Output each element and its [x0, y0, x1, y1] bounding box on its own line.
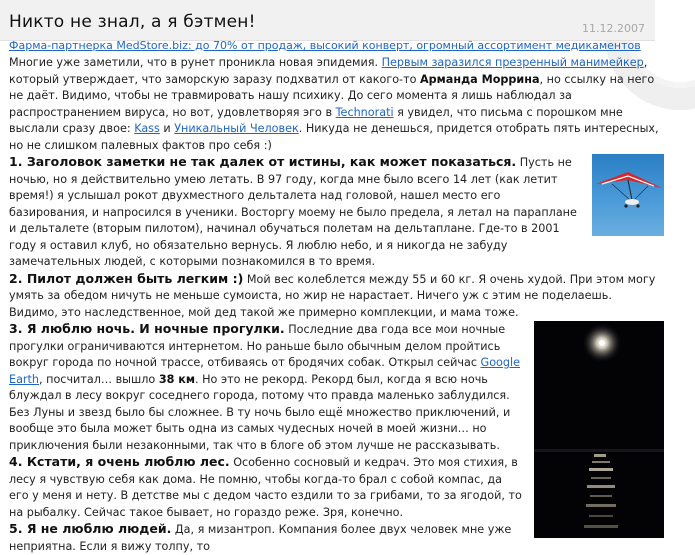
section-2-heading [9, 271, 243, 286]
promo-link[interactable]: Фарма-партнерка MedStore.biz: до 70% от продаж, высокий конверт, огромный ассортимент медикаментов [9, 39, 641, 52]
section-3-distance: 38 км [158, 372, 196, 386]
post-header [0, 0, 655, 41]
section-4-heading [9, 454, 230, 469]
section-3-text-1: Последние два года все мои ночные прогулки ограничиваются интернетом. Но раньше было обычным делом пройтись вокруг города по ночной трассе, отбиваясь от бродячих собак. Открыл сейчас [9, 323, 506, 369]
section-5-number: 5. [9, 521, 23, 536]
section-4-title: Кстати, я очень люблю лес. [26, 454, 230, 469]
section-1-number: 1. [9, 154, 23, 169]
section-3-text-2: , посчитал… вышло [39, 372, 159, 386]
post-title: Никто не знал, а я бэтмен! [9, 12, 256, 32]
promo-line [9, 39, 641, 52]
intro-text-1: Многие уже заметили, что в рунет проникла новая эпидемия. [9, 56, 382, 69]
unique-person-link[interactable]: Уникальный Человек [174, 122, 299, 135]
intro-text-6: . Никуда не денешься, придется отобрать пять интересных, но не слишком палевных фактов про себя :) [9, 122, 659, 152]
section-3-text-3: . Но это не рекорд. Рекорд был, когда я всю ночь блуждал в лесу вокруг соседнего города, потому что правда маленько заблудился. Без Луны и звезд было бы сложнее. В ту ночь было ещё множество приключений, и вообще это была может быть одна из самых чудесных ночей в моей жизни… но приключения были незаконными, так что в блоге об этом лучше не рассказывать. [9, 372, 511, 452]
section-3-heading [9, 321, 285, 336]
section-1-title: Заголовок заметки не так далек от истины, как может показаться. [26, 154, 517, 169]
night-moon-icon [534, 321, 664, 538]
post-date: 11.12.2007 [582, 22, 645, 35]
kass-link[interactable]: Kass [134, 122, 160, 135]
night-lake-image [534, 321, 664, 538]
google-earth-link[interactable]: Google Earth [9, 356, 520, 386]
intro-bold-name: Арманда Моррина [420, 72, 540, 86]
section-1-heading [9, 154, 516, 169]
section-2-text: Мой вес колеблется между 55 и 60 кг. Я очень худой. При этом могу умять за обедом ничуть не меньше сумоиста, но жир не нарастает. Ничего уж с этим не поделаешь. Видимо, это наследственное, мой дед такой же примерно комплекции, и мама тоже. [9, 272, 656, 319]
section-1-text: Пусть не ночью, но я действительно умею летать. В 97 году, когда мне было всего 14 лет (как летит время!) я услышал рокот двухместного дельталета над головой, нашел место его базирования, и напросился в ученики. Восторгу моему не было предела, я летал на параплане и дельталете (вторым пилотом), начинал обучаться полетам на дельтаплане. Где-то в 2001 году я оставил клуб, но обязательно вернусь. Я люблю небо, и я никогда не забуду замечательных людей, с которыми познакомился в то время. [9, 156, 577, 268]
post-body [9, 55, 664, 555]
intro-text-2: , который утверждает, что заморскую заразу подхватил от какого-то [9, 56, 648, 86]
section-3-number: 3. [9, 321, 23, 336]
intro-text-5: и [159, 122, 175, 135]
hang-glider-image [592, 154, 664, 236]
hang-glider-icon [592, 154, 664, 236]
section-4-text: Особенно сосновый и кедрач. Это моя стихия, в лесу я чувствую себя как дома. Не помню, чтобы когда-то брал с собой компас, да его у меня и нету. В детстве мы с дедом часто ездили то за грибами, то за ягодой, то на рыбалку. Сейчас такое бывает, но гораздо реже. Зря, конечно. [9, 456, 522, 519]
intro-paragraph [9, 55, 664, 154]
section-3-title: Я люблю ночь. И ночные прогулки. [26, 321, 285, 336]
intro-text-3: , но ссылку на него не даёт. Видимо, чтобы не травмировать нашу психику. До сего момента я лишь наблюдал за распространением вируса, но вот, удовлетворяя эго в [9, 72, 655, 119]
section-2-title: Пилот должен быть легким :) [26, 270, 244, 286]
technorati-link[interactable]: Technorati [335, 105, 394, 119]
section-2-number: 2. [9, 270, 23, 286]
section-5-title: Я не люблю людей. [26, 521, 172, 536]
section-5-text: Да, я мизантроп. Компания более двух человек мне уже неприятна. Если я вижу толпу, то [9, 523, 512, 553]
intro-text-4: я увидел, что письма с порошком мне выслали сразу двое: [9, 105, 623, 135]
manimaker-link[interactable]: Первым заразился презренный манимейкер [381, 56, 644, 69]
section-5-heading [9, 521, 171, 536]
section-4-number: 4. [9, 454, 23, 469]
